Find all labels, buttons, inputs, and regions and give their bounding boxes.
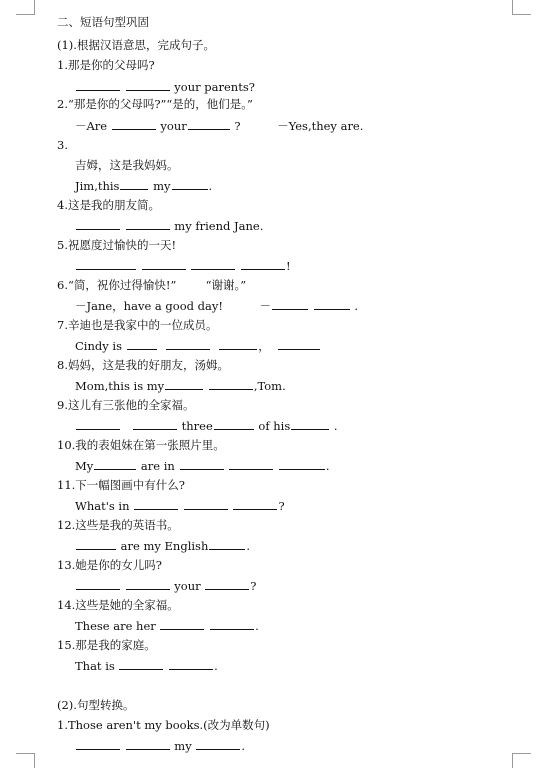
question-9: 9.这儿有三张他的全家福。 xyxy=(57,398,195,412)
part1-title: (1).根据汉语意思，完成句子。 xyxy=(57,38,215,52)
answer-line-2: －Are your ? －Yes,they are. xyxy=(75,119,364,133)
answer-line-15: That is . xyxy=(75,659,218,673)
question-10: 10.我的表姐妹在第一张照片里。 xyxy=(57,438,225,452)
question-6: 6.“简，祝你过得愉快!” “谢谢。” xyxy=(57,278,247,292)
question-2: 2.“那是你的父母吗?”“是的，他们是。” xyxy=(57,97,253,111)
question-8: 8.妈妈，这是我的好朋友，汤姆。 xyxy=(57,358,229,372)
part2-answer-line-1: my . xyxy=(75,738,245,753)
answer-line-13: your ? xyxy=(75,578,256,593)
answer-line-9: three of his . xyxy=(75,418,338,433)
page-corner-mark xyxy=(16,0,35,15)
question-12: 12.这些是我的英语书。 xyxy=(57,518,179,532)
question-3: 3. xyxy=(57,138,68,152)
question-14: 14.这些是她的全家福。 xyxy=(57,598,179,612)
answer-line-5: ! xyxy=(75,258,291,273)
answer-line-12: are my English . xyxy=(75,538,250,553)
question-15: 15.那是我的家庭。 xyxy=(57,638,156,652)
answer-line-7: Cindy is ， xyxy=(75,338,321,353)
answer-line-3: Jim,this my . xyxy=(75,179,213,193)
question-13: 13.她是你的女儿吗? xyxy=(57,558,162,572)
page-corner-mark xyxy=(512,0,531,15)
part2-question-1: 1.Those aren't my books.(改为单数句) xyxy=(57,718,270,732)
answer-line-1: your parents? xyxy=(75,79,255,94)
question-1: 1.那是你的父母吗? xyxy=(57,58,155,72)
answer-line-10: My are in . xyxy=(75,459,330,473)
answer-line-6: －Jane，have a good day! － . xyxy=(75,299,359,313)
question-3-text: 吉姆，这是我妈妈。 xyxy=(75,158,179,172)
question-4: 4.这是我的朋友简。 xyxy=(57,198,160,212)
question-7: 7.辛迪也是我家中的一位成员。 xyxy=(57,318,218,332)
answer-line-8: Mom,this is my ,Tom. xyxy=(75,379,286,393)
page-corner-mark xyxy=(16,753,35,768)
answer-line-14: These are her . xyxy=(75,619,259,633)
section-title: 二、短语句型巩固 xyxy=(57,15,149,29)
answer-line-11: What's in ? xyxy=(75,499,285,513)
page-corner-mark xyxy=(512,753,531,768)
question-5: 5.祝愿度过愉快的一天! xyxy=(57,238,177,252)
part2-title: (2).句型转换。 xyxy=(57,698,135,712)
answer-line-4: my friend Jane. xyxy=(75,218,263,233)
question-11: 11.下一幅图画中有什么? xyxy=(57,478,185,492)
